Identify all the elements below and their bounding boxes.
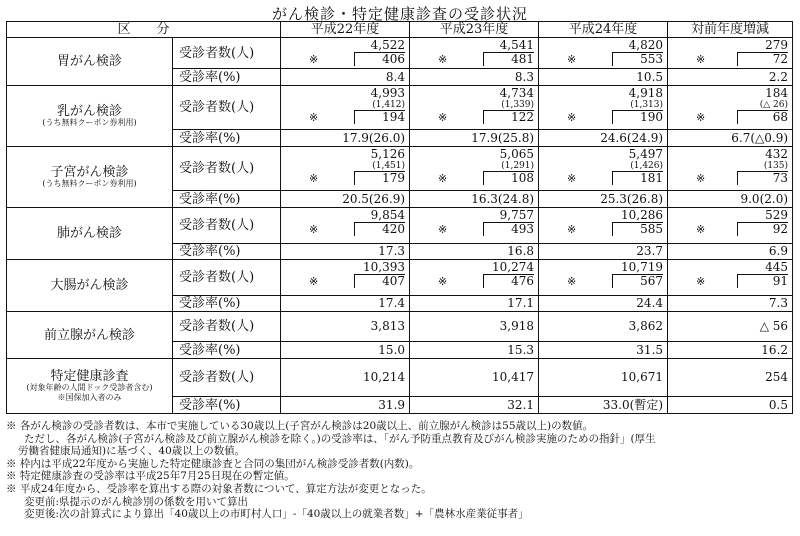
joint-screening-count: 72 — [737, 52, 788, 66]
coupon-count: (135) — [763, 161, 789, 171]
count-cell — [281, 147, 410, 191]
category-cell — [7, 86, 173, 147]
rate-value: 7.3 — [668, 296, 793, 312]
note-mark: ※ — [309, 223, 319, 236]
category-name: 肺がん検診 — [56, 226, 122, 241]
category-cell — [7, 260, 173, 312]
count-total: 10,274 — [492, 260, 535, 274]
category-cell — [7, 312, 173, 359]
count-value: 3,862 — [539, 312, 668, 342]
joint-screening-count: 108 — [483, 171, 534, 185]
note-mark: ※ — [696, 172, 706, 185]
boxed-line — [672, 52, 788, 66]
count-cell — [668, 208, 793, 244]
note-mark: ※ — [438, 275, 448, 288]
category-sub: ※国保加入者のみ — [57, 392, 122, 402]
coupon-count: (1,426) — [630, 161, 664, 171]
count-value: 10,214 — [281, 359, 410, 397]
note-mark: ※ — [309, 53, 319, 66]
rate-value: 17.1 — [410, 296, 539, 312]
boxed-line — [285, 222, 405, 236]
note-mark: ※ — [438, 53, 448, 66]
note-line: ※ 枠内は平成22年度から実施した特定健康診査と合同の集団がん検診受診者数(内数)。 — [6, 457, 420, 470]
notes — [6, 420, 796, 521]
note-mark: ※ — [567, 275, 577, 288]
count-total: 4,522 — [370, 38, 406, 52]
note-line: ただし、各がん検診(子宮がん検診及び前立腺がん検診を除く。)の受診率は、「がん予防重点教育及びがん検診実施のための指針」(厚生 — [24, 432, 656, 445]
joint-screening-count: 92 — [737, 222, 788, 236]
category-cell — [7, 38, 173, 86]
count-row — [7, 312, 793, 342]
count-total: 432 — [765, 147, 789, 161]
joint-screening-count: 194 — [354, 110, 405, 124]
rate-value: 16.8 — [410, 244, 539, 260]
count-total: 5,065 — [499, 147, 535, 161]
rate-value: 17.4 — [281, 296, 410, 312]
header-diff: 対前年度増減 — [668, 22, 793, 38]
count-total: 279 — [765, 38, 789, 52]
count-total: 5,497 — [628, 147, 664, 161]
boxed-line — [672, 171, 788, 185]
count-total: 184 — [765, 86, 789, 100]
count-label: 受診者数(人) — [173, 260, 281, 296]
rate-value: 24.4 — [539, 296, 668, 312]
coupon-count: (△ 26) — [759, 100, 789, 110]
count-cell — [281, 86, 410, 130]
joint-screening-count: 553 — [612, 52, 663, 66]
rate-value: 2.2 — [668, 69, 793, 86]
category-name: 胃がん検診 — [56, 54, 122, 69]
header-year-24: 平成24年度 — [539, 22, 668, 38]
count-label: 受診者数(人) — [173, 86, 281, 130]
rate-value: 16.2 — [668, 342, 793, 359]
joint-screening-count: 585 — [612, 222, 663, 236]
note-mark: ※ — [696, 223, 706, 236]
note-mark: ※ — [567, 111, 577, 124]
coupon-count: (1,291) — [501, 161, 535, 171]
joint-screening-count: 481 — [483, 52, 534, 66]
count-cell — [539, 86, 668, 130]
joint-screening-count: 420 — [354, 222, 405, 236]
joint-screening-count: 493 — [483, 222, 534, 236]
count-cell — [539, 38, 668, 69]
coupon-count: (1,412) — [372, 100, 406, 110]
count-cell — [281, 208, 410, 244]
count-total: 9,854 — [370, 208, 406, 222]
boxed-line — [285, 171, 405, 185]
count-cell — [410, 86, 539, 130]
note-mark: ※ — [309, 111, 319, 124]
rate-value: 32.1 — [410, 397, 539, 414]
count-total: 4,734 — [499, 86, 535, 100]
note-mark: ※ — [309, 275, 319, 288]
count-row — [7, 147, 793, 191]
category-cell — [7, 147, 173, 208]
count-total: 9,757 — [499, 208, 535, 222]
rate-value: 17.3 — [281, 244, 410, 260]
note-mark: ※ — [567, 53, 577, 66]
rate-value: 17.9(25.8) — [410, 130, 539, 147]
count-label: 受診者数(人) — [173, 147, 281, 191]
rate-label: 受診率(%) — [173, 244, 281, 260]
count-cell — [668, 147, 793, 191]
count-value: 254 — [668, 359, 793, 397]
coupon-count: (1,451) — [372, 161, 406, 171]
note-mark: ※ — [696, 275, 706, 288]
note-line: 変更前:県提示のがん検診別の係数を用いて算出 — [24, 495, 249, 508]
rate-label: 受診率(%) — [173, 69, 281, 86]
count-cell — [539, 147, 668, 191]
count-total: 445 — [765, 260, 789, 274]
rate-label: 受診率(%) — [173, 397, 281, 414]
count-total: 4,820 — [628, 38, 664, 52]
header-year-22: 平成22年度 — [281, 22, 410, 38]
count-label: 受診者数(人) — [173, 359, 281, 397]
rate-value: 16.3(24.8) — [410, 191, 539, 208]
count-row — [7, 38, 793, 69]
rate-value: 10.5 — [539, 69, 668, 86]
count-total: 5,126 — [370, 147, 406, 161]
rate-value: 24.6(24.9) — [539, 130, 668, 147]
category-name: 特定健康診査 — [50, 368, 129, 384]
note-line: ※ 各がん検診の受診者数は、本市で実施している30歳以上(子宮がん検診は20歳以上、前立腺がん検診は55歳以上)の数値。 — [6, 420, 594, 432]
count-cell — [410, 38, 539, 69]
joint-screening-count: 91 — [737, 274, 788, 288]
screening-table — [6, 21, 793, 414]
rate-value: 9.0(2.0) — [668, 191, 793, 208]
count-cell — [410, 208, 539, 244]
coupon-count: (1,313) — [630, 100, 664, 110]
count-cell — [668, 260, 793, 296]
count-label: 受診者数(人) — [173, 208, 281, 244]
boxed-line — [414, 52, 534, 66]
rate-value: 15.0 — [281, 342, 410, 359]
category-name: 子宮がん検診 — [50, 164, 129, 180]
rate-value: 8.3 — [410, 69, 539, 86]
category-sub: (うち無料クーポン券利用) — [42, 178, 137, 188]
joint-screening-count: 68 — [737, 110, 788, 124]
category-cell — [7, 208, 173, 260]
header-year-23: 平成23年度 — [410, 22, 539, 38]
count-total: 4,541 — [499, 38, 535, 52]
joint-screening-count: 181 — [612, 171, 663, 185]
boxed-line — [285, 274, 405, 288]
count-row — [7, 260, 793, 296]
category-sub: (対象年齢の人間ドック受診者含む) — [26, 382, 153, 392]
boxed-line — [543, 274, 663, 288]
rate-value: 25.3(26.8) — [539, 191, 668, 208]
count-cell — [281, 260, 410, 296]
count-value: 10,417 — [410, 359, 539, 397]
rate-value: 31.5 — [539, 342, 668, 359]
note-mark: ※ — [696, 53, 706, 66]
note-line: ※ 平成24年度から、受診率を算出する際の対象者数について、算定方法が変更となった。 — [6, 482, 432, 495]
count-row — [7, 359, 793, 397]
count-cell — [281, 38, 410, 69]
boxed-line — [672, 222, 788, 236]
category-name: 乳がん検診 — [56, 103, 122, 119]
rate-label: 受診率(%) — [173, 342, 281, 359]
rate-value: 31.9 — [281, 397, 410, 414]
boxed-line — [543, 52, 663, 66]
header-category: 区 分 — [7, 22, 281, 38]
note-line: 労働省健康局通知)に基づく、40歳以上の数値。 — [18, 445, 246, 458]
count-total: 10,286 — [621, 208, 664, 222]
count-cell — [410, 260, 539, 296]
note-mark: ※ — [438, 111, 448, 124]
note-line: 変更後:次の計算式により算出「40歳以上の市町村人口」-「40歳以上の就業者数」+「農林水産業従事者」 — [24, 508, 529, 521]
category-sub: (うち無料クーポン券利用) — [42, 117, 137, 127]
rate-value: 33.0(暫定) — [539, 397, 668, 414]
rate-label: 受診率(%) — [173, 130, 281, 147]
boxed-line — [672, 110, 788, 124]
note-line: ※ 特定健康診査の受診率は平成25年7月25日現在の暫定値。 — [6, 470, 295, 483]
rate-value: 23.7 — [539, 244, 668, 260]
joint-screening-count: 73 — [737, 171, 788, 185]
category-cell — [7, 359, 173, 414]
note-mark: ※ — [438, 172, 448, 185]
boxed-line — [543, 110, 663, 124]
boxed-line — [414, 110, 534, 124]
rate-value: 6.9 — [668, 244, 793, 260]
boxed-line — [285, 110, 405, 124]
count-label: 受診者数(人) — [173, 312, 281, 342]
count-cell — [539, 208, 668, 244]
category-name: 大腸がん検診 — [50, 278, 129, 293]
count-value: △ 56 — [668, 312, 793, 342]
boxed-line — [414, 274, 534, 288]
joint-screening-count: 476 — [483, 274, 534, 288]
note-mark: ※ — [309, 172, 319, 185]
note-mark: ※ — [567, 172, 577, 185]
joint-screening-count: 407 — [354, 274, 405, 288]
boxed-line — [543, 171, 663, 185]
joint-screening-count: 122 — [483, 110, 534, 124]
count-label: 受診者数(人) — [173, 38, 281, 69]
rate-value: 0.5 — [668, 397, 793, 414]
joint-screening-count: 567 — [612, 274, 663, 288]
note-mark: ※ — [567, 223, 577, 236]
rate-value: 20.5(26.9) — [281, 191, 410, 208]
boxed-line — [414, 171, 534, 185]
count-value: 10,671 — [539, 359, 668, 397]
boxed-line — [672, 274, 788, 288]
count-cell — [668, 86, 793, 130]
count-total: 10,393 — [363, 260, 406, 274]
rate-value: 6.7(△0.9) — [668, 130, 793, 147]
count-cell — [410, 147, 539, 191]
count-cell — [539, 260, 668, 296]
boxed-line — [285, 52, 405, 66]
count-row — [7, 86, 793, 130]
count-total: 10,719 — [621, 260, 664, 274]
count-total: 4,918 — [628, 86, 664, 100]
note-mark: ※ — [696, 111, 706, 124]
rate-value: 8.4 — [281, 69, 410, 86]
joint-screening-count: 406 — [354, 52, 405, 66]
header-row — [7, 22, 793, 38]
coupon-count: (1,339) — [501, 100, 535, 110]
note-mark: ※ — [438, 223, 448, 236]
count-cell — [668, 38, 793, 69]
count-total: 529 — [765, 208, 789, 222]
rate-value: 15.3 — [410, 342, 539, 359]
count-total: 4,993 — [370, 86, 406, 100]
category-name: 前立腺がん検診 — [43, 327, 135, 343]
rate-value: 17.9(26.0) — [281, 130, 410, 147]
boxed-line — [414, 222, 534, 236]
rate-label: 受診率(%) — [173, 296, 281, 312]
count-value: 3,813 — [281, 312, 410, 342]
page-title: がん検診・特定健康診査の受診状況 — [271, 5, 528, 23]
count-value: 3,918 — [410, 312, 539, 342]
boxed-line — [543, 222, 663, 236]
rate-label: 受診率(%) — [173, 191, 281, 208]
joint-screening-count: 190 — [612, 110, 663, 124]
joint-screening-count: 179 — [354, 171, 405, 185]
count-row — [7, 208, 793, 244]
